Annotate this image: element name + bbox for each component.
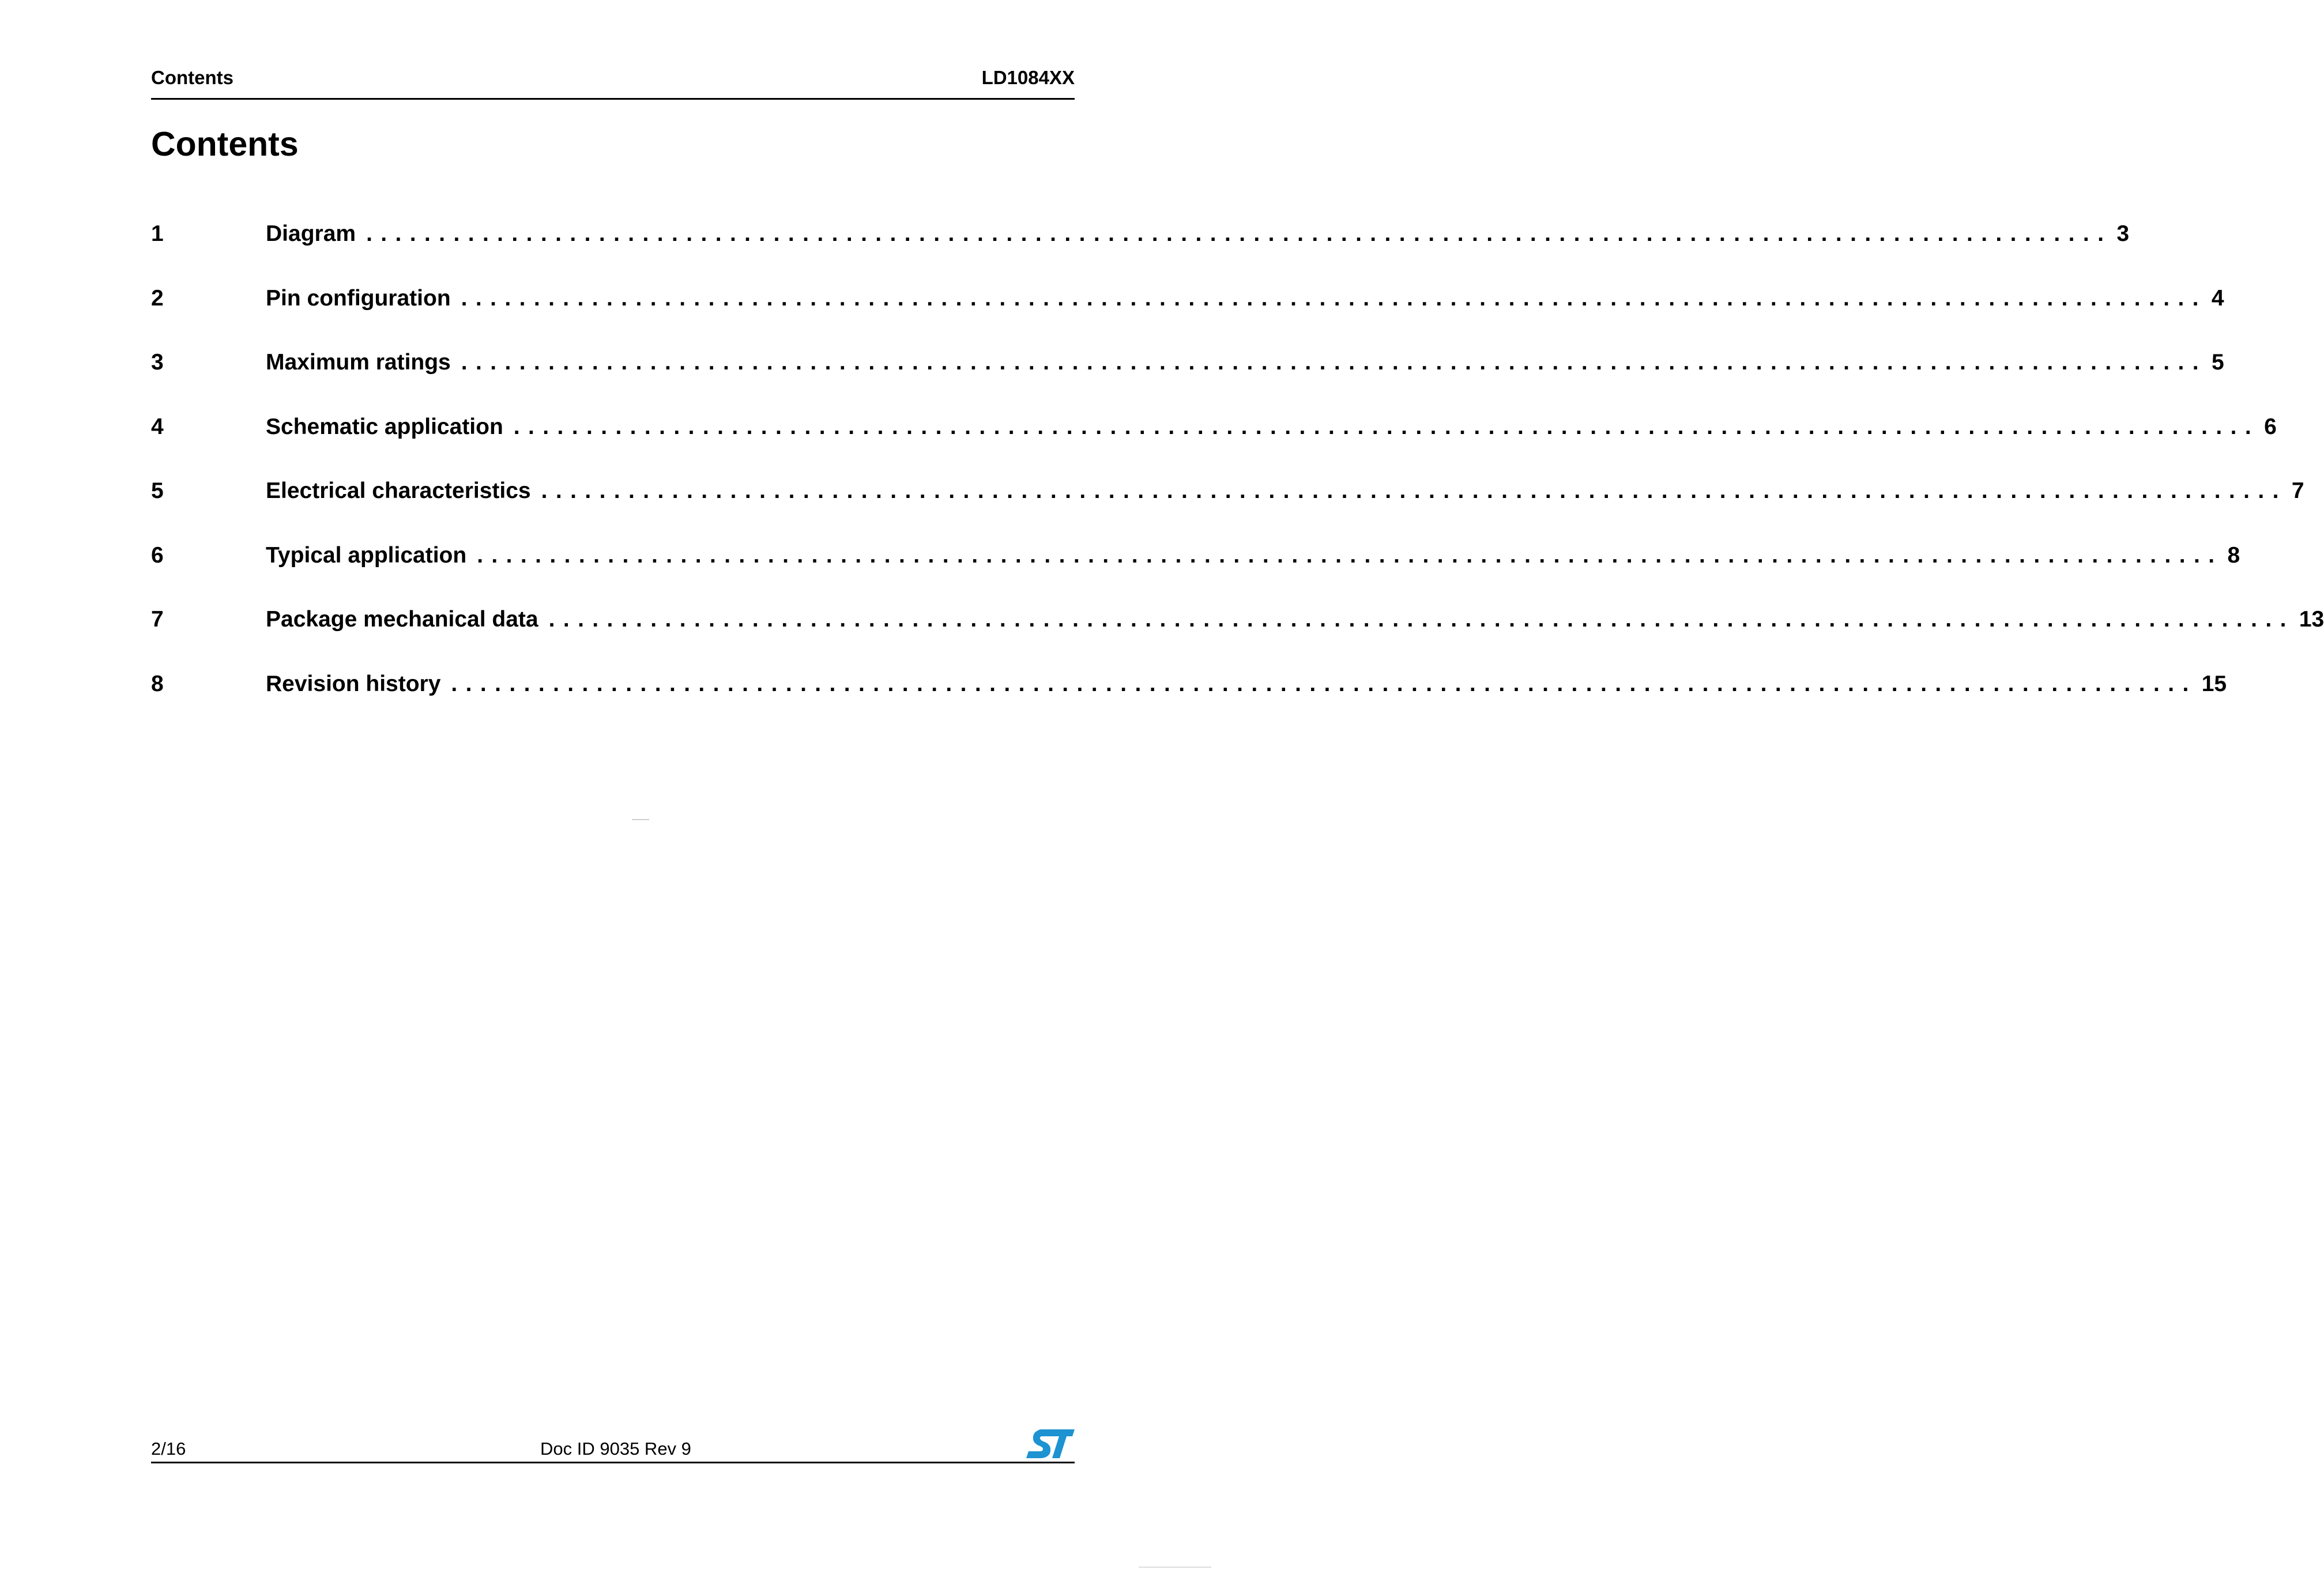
toc-entry-title: Typical application [266, 542, 467, 568]
toc-entry-8[interactable] [151, 665, 2227, 729]
page-header [151, 65, 1075, 100]
toc-entry-page: 4 [2211, 285, 2224, 311]
toc-entry-number: 5 [151, 478, 164, 503]
toc-entry-6[interactable] [151, 536, 2240, 601]
toc-entry-page: 8 [2227, 542, 2240, 568]
toc-entry-number: 8 [151, 671, 164, 696]
toc-entry-number: 6 [151, 542, 164, 568]
table-of-contents [151, 214, 2324, 729]
toc-entry-2[interactable] [151, 279, 2224, 344]
toc-entry-3[interactable] [151, 343, 2224, 407]
toc-entry-page: 3 [2116, 221, 2130, 246]
toc-entry-page: 6 [2264, 414, 2277, 439]
toc-entry-7[interactable] [151, 600, 2324, 665]
faint-mark [632, 819, 649, 820]
toc-dot-leader: ........................................................................................................................ [461, 350, 2208, 375]
toc-entry-number: 3 [151, 350, 164, 375]
faint-corner-mark [1139, 1567, 1211, 1568]
toc-entry-number: 4 [151, 414, 164, 439]
toc-entry-number: 7 [151, 607, 164, 632]
toc-entry-4[interactable] [151, 407, 2277, 472]
toc-entry-5[interactable] [151, 471, 2304, 536]
toc-entry-title: Revision history [266, 671, 441, 696]
toc-dot-leader: ........................................................................................................................ [366, 221, 2112, 246]
toc-entry-number: 1 [151, 221, 164, 246]
header-product-name: LD1084XX [981, 67, 1075, 88]
toc-entry-title: Pin configuration [266, 285, 451, 311]
toc-entry-title: Maximum ratings [266, 350, 451, 375]
toc-entry-number: 2 [151, 285, 164, 311]
toc-dot-leader: ........................................................................................................................ [513, 414, 2260, 439]
toc-entry-title: Schematic application [266, 414, 503, 439]
toc-entry-title: Electrical characteristics [266, 478, 531, 503]
toc-entry-page: 13 [2299, 607, 2324, 632]
toc-entry-title: Package mechanical data [266, 607, 538, 632]
toc-dot-leader: ........................................................................................................................ [541, 478, 2287, 503]
toc-entry-1[interactable] [151, 214, 2130, 279]
toc-entry-page: 5 [2212, 350, 2224, 375]
toc-dot-leader: ........................................................................................................................ [461, 285, 2207, 311]
toc-dot-leader: ........................................................................................................................ [477, 542, 2223, 568]
header-section-label: Contents [151, 67, 233, 88]
toc-entry-page: 7 [2291, 478, 2304, 503]
toc-dot-leader: ........................................................................................................................ [451, 671, 2197, 696]
toc-entry-title: Diagram [266, 221, 356, 246]
footer-doc-id: Doc ID 9035 Rev 9 [540, 1439, 691, 1459]
footer-page-number: 2/16 [151, 1439, 186, 1459]
toc-entry-page: 15 [2201, 671, 2227, 696]
page-title: Contents [151, 125, 299, 163]
page-footer [151, 1424, 1075, 1463]
toc-dot-leader: ........................................................................................................................ [548, 607, 2295, 632]
st-logo-icon [1026, 1428, 1075, 1459]
